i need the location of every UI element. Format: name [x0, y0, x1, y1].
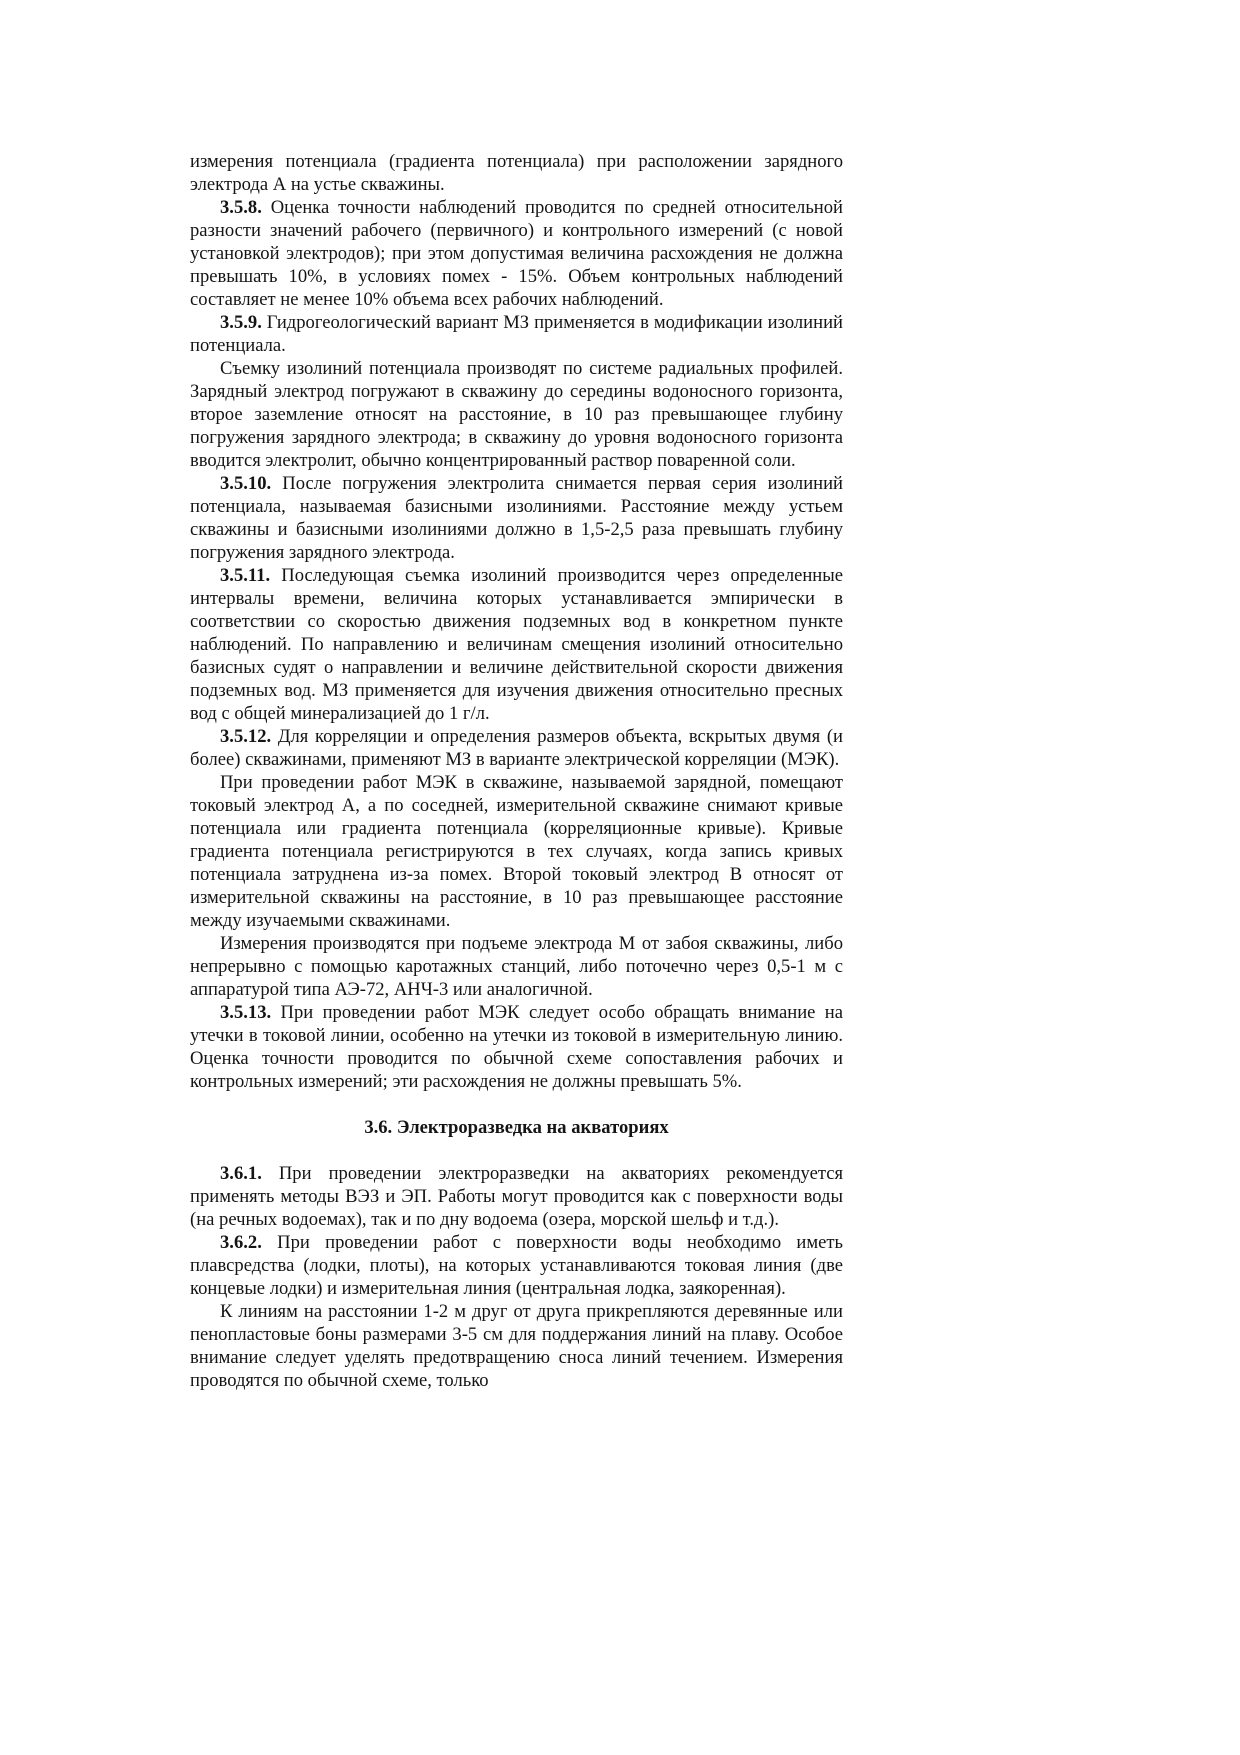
paragraph-text: Последующая съемка изолиний производится через определенные интервалы времени, величина которых устанавливается эмпирически в соответствии со скоростью движения подземных вод в конкретном пункте наблюдений. По направлению и величинам смещения изолиний относительно базисных судят о направлении и величине действительной скорости движения подземных вод. МЗ применяется для изучения движения относительно пресных вод с общей минерализацией до 1 г/л.	[190, 565, 843, 724]
paragraph-3-5-10	[190, 472, 843, 564]
document-page	[190, 150, 843, 1392]
section-heading: 3.6. Электроразведка на акваториях	[364, 1117, 669, 1138]
paragraph-isoline-survey	[190, 357, 843, 472]
paragraph-continuation	[190, 150, 843, 196]
paragraph-text: Для корреляции и определения размеров объекта, вскрытых двумя (и более) скважинами, применяют МЗ в варианте электрической корреляции (МЭК).	[190, 726, 843, 770]
section-number: 3.6.1.	[220, 1163, 262, 1184]
paragraph-3-6-2	[190, 1231, 843, 1300]
paragraph-text: Съемку изолиний потенциала производят по системе радиальных профилей. Зарядный электрод погружают в скважину до середины водоносного горизонта, второе заземление относят на расстояние, в 10 раз превышающее глубину погружения зарядного электрода; в скважину до уровня водоносного горизонта вводится электролит, обычно концентрированный раствор поваренной соли.	[190, 358, 843, 471]
paragraph-text: К линиям на расстоянии 1-2 м друг от друга прикрепляются деревянные или пенопластовые боны размерами 3-5 см для поддержания линий на плаву. Особое внимание следует уделять предотвращению сноса линий течением. Измерения проводятся по обычной схеме, только	[190, 1301, 843, 1391]
paragraph-text: При проведении электроразведки на акваториях рекомендуется применять методы ВЭЗ и ЭП. Работы могут проводится как с поверхности воды (на речных водоемах), так и по дну водоема (озера, морской шельф и т.д.).	[190, 1163, 843, 1230]
paragraph-text: При проведении работ МЭК в скважине, называемой зарядной, помещают токовый электрод А, а по соседней, измерительной скважине снимают кривые потенциала или градиента потенциала (корреляционные кривые). Кривые градиента потенциала регистрируются в тех случаях, когда запись кривых потенциала затруднена из-за помех. Второй токовый электрод В относят от измерительной скважины на расстояние, в 10 раз превышающее расстояние между изучаемыми скважинами.	[190, 772, 843, 931]
paragraph-measurements	[190, 932, 843, 1001]
section-number: 3.5.13.	[220, 1002, 272, 1023]
paragraph-3-5-13	[190, 1001, 843, 1093]
paragraph-text: При проведении работ с поверхности воды необходимо иметь плавсредства (лодки, плоты), на которых устанавливаются токовая линия (две концевые лодки) и измерительная линия (центральная лодка, заякоренная).	[190, 1232, 843, 1299]
paragraph-3-6-1	[190, 1162, 843, 1231]
paragraph-3-5-9	[190, 311, 843, 357]
paragraph-3-5-11	[190, 564, 843, 725]
paragraph-mek-work	[190, 771, 843, 932]
section-number: 3.5.11.	[220, 565, 271, 586]
section-number: 3.5.9.	[220, 312, 262, 333]
paragraph-text: Гидрогеологический вариант МЗ применяется в модификации изолиний потенциала.	[190, 312, 843, 356]
paragraph-3-5-12	[190, 725, 843, 771]
paragraph-text: При проведении работ МЭК следует особо обращать внимание на утечки в токовой линии, особенно на утечки из токовой в измерительную линию. Оценка точности проводится по обычной схеме сопоставления рабочих и контрольных измерений; эти расхождения не должны превышать 5%.	[190, 1002, 843, 1092]
paragraph-3-5-8	[190, 196, 843, 311]
section-number: 3.5.10.	[220, 473, 272, 494]
paragraph-text: Измерения производятся при подъеме электрода М от забоя скважины, либо непрерывно с помощью каротажных станций, либо поточечно через 0,5-1 м с аппаратурой типа АЭ-72, АНЧ-3 или аналогичной.	[190, 933, 843, 1000]
section-number: 3.6.2.	[220, 1232, 262, 1253]
section-number: 3.5.12.	[220, 726, 272, 747]
paragraph-text: После погружения электролита снимается первая серия изолиний потенциала, называемая базисными изолиниями. Расстояние между устьем скважины и базисными изолиниями должно в 1,5-2,5 раза превышать глубину погружения зарядного электрода.	[190, 473, 843, 563]
section-number: 3.5.8.	[220, 197, 262, 218]
paragraph-text: Оценка точности наблюдений проводится по средней относительной разности значений рабочего (первичного) и контрольного измерений (с новой установкой электродов); при этом допустимая величина расхождения не должна превышать 10%, в условиях помех - 15%. Объем контрольных наблюдений составляет не менее 10% объема всех рабочих наблюдений.	[190, 197, 843, 310]
paragraph-text: измерения потенциала (градиента потенциала) при расположении зарядного электрода А на устье скважины.	[190, 151, 843, 195]
paragraph-lines-floats	[190, 1300, 843, 1392]
